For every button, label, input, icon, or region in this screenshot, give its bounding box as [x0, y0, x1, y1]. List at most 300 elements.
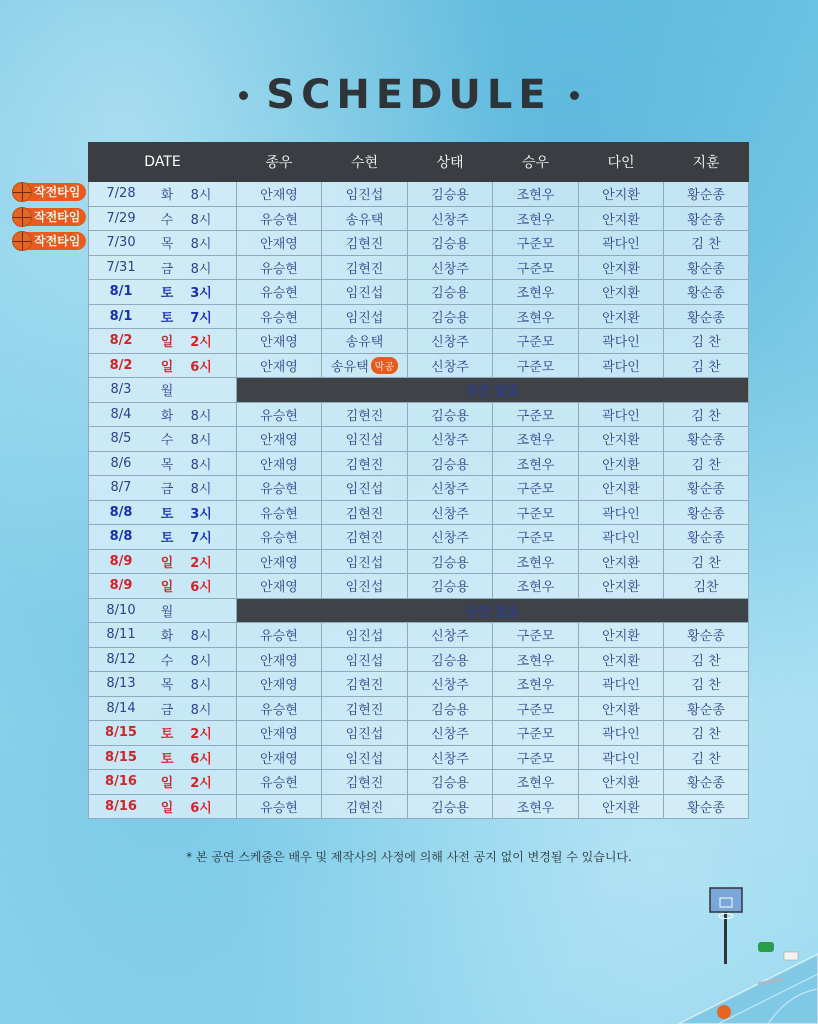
date-text: 8/5 — [110, 431, 132, 447]
cast-name: 안재영 — [260, 580, 298, 596]
date-cell — [89, 672, 237, 697]
cast-name: 신창주 — [431, 678, 469, 694]
cast-cell-seungwoo — [493, 672, 579, 697]
cast-cell-jihoon — [664, 231, 749, 256]
cast-cell-dain — [579, 182, 664, 207]
day-text: 일 — [160, 335, 174, 351]
cast-cell-sangtae — [408, 770, 493, 795]
cast-name: 유승현 — [260, 310, 298, 326]
date-cell — [89, 623, 237, 648]
tactic-time-badge — [12, 231, 86, 251]
time-text: 6시 — [190, 800, 212, 816]
cast-cell-jihoon — [664, 402, 749, 427]
schedule-row — [89, 304, 749, 329]
cast-cell-dain — [579, 255, 664, 280]
schedule-row — [89, 476, 749, 501]
cast-name: 유승현 — [260, 482, 298, 498]
cast-name: 신창주 — [431, 751, 469, 767]
cast-cell-suhyun — [322, 304, 408, 329]
cast-cell-suhyun — [322, 770, 408, 795]
no-show-cell: 공연 없음 — [237, 598, 749, 623]
cast-name: 김 찬 — [691, 727, 721, 743]
cast-cell-jihoon — [664, 427, 749, 452]
cast-name: 구준모 — [516, 531, 555, 547]
cast-cell-dain — [579, 549, 664, 574]
cast-cell-jihoon — [664, 525, 749, 550]
cast-cell-suhyun — [322, 402, 408, 427]
cast-cell-dain — [579, 329, 664, 354]
cast-name: 유승현 — [260, 286, 298, 302]
cast-name: 안재영 — [260, 751, 298, 767]
table-header-row — [89, 143, 749, 182]
cast-cell-dain — [579, 672, 664, 697]
cast-cell-dain — [579, 206, 664, 231]
date-cell — [89, 280, 237, 305]
schedule-row — [89, 451, 749, 476]
cast-cell-sangtae — [408, 696, 493, 721]
date-text: 8/8 — [109, 529, 133, 545]
schedule-body — [89, 182, 749, 819]
time-text: 8시 — [190, 237, 212, 253]
cast-name: 안재영 — [260, 359, 298, 375]
cast-name: 조현우 — [516, 555, 555, 571]
date-text: 7/31 — [106, 259, 136, 275]
cast-cell-jongwoo — [237, 353, 322, 378]
cast-cell-seungwoo — [493, 280, 579, 305]
cast-cell-seungwoo — [493, 329, 579, 354]
cast-name: 김승용 — [431, 776, 469, 792]
basketball-icon — [12, 231, 32, 251]
cast-name: 임진섭 — [345, 433, 384, 449]
cast-cell-suhyun — [322, 255, 408, 280]
cast-name: 김현진 — [345, 237, 384, 253]
cast-cell-seungwoo — [493, 182, 579, 207]
cast-name: 안지환 — [602, 702, 640, 718]
date-cell — [89, 525, 237, 550]
schedule-row — [89, 206, 749, 231]
cast-name: 조현우 — [516, 188, 555, 204]
header-sangtae: 상태 — [408, 143, 493, 182]
cast-cell-sangtae — [408, 402, 493, 427]
date-cell — [89, 255, 237, 280]
cast-cell-suhyun — [322, 329, 408, 354]
cast-cell-dain — [579, 623, 664, 648]
cast-cell-jihoon — [664, 647, 749, 672]
cast-name: 황순종 — [687, 776, 725, 792]
cast-cell-sangtae — [408, 500, 493, 525]
cast-name: 김현진 — [345, 506, 384, 522]
cast-cell-suhyun — [322, 231, 408, 256]
cast-cell-jihoon — [664, 304, 749, 329]
date-text: 8/11 — [106, 627, 136, 643]
cast-cell-sangtae — [408, 525, 493, 550]
cast-name: 김 찬 — [691, 359, 721, 375]
day-text: 토 — [160, 531, 174, 547]
date-cell — [89, 304, 237, 329]
tactic-time-label: 작전타임 — [24, 208, 86, 226]
cast-name: 안재영 — [260, 188, 298, 204]
cast-name: 조현우 — [516, 800, 555, 816]
cast-cell-seungwoo — [493, 574, 579, 599]
cast-cell-jongwoo — [237, 427, 322, 452]
schedule-row — [89, 182, 749, 207]
cast-cell-suhyun — [322, 794, 408, 819]
day-text: 월 — [160, 604, 174, 620]
schedule-row — [89, 402, 749, 427]
cast-cell-jihoon — [664, 745, 749, 770]
day-text: 목 — [160, 457, 174, 473]
cast-cell-jihoon — [664, 672, 749, 697]
date-text: 8/14 — [106, 700, 136, 716]
cast-cell-sangtae — [408, 745, 493, 770]
title-dot-right — [570, 91, 579, 100]
cast-cell-jongwoo — [237, 255, 322, 280]
time-text: 8시 — [190, 408, 212, 424]
cast-cell-sangtae — [408, 304, 493, 329]
cast-cell-jihoon — [664, 770, 749, 795]
cast-name: 안지환 — [602, 433, 640, 449]
cast-cell-seungwoo — [493, 427, 579, 452]
cast-cell-jongwoo — [237, 280, 322, 305]
cast-name: 김승용 — [431, 408, 469, 424]
header-jihoon: 지훈 — [664, 143, 749, 182]
cast-name: 안지환 — [602, 286, 640, 302]
cast-name: 유승현 — [260, 261, 298, 277]
schedule-row-no-show — [89, 598, 749, 623]
cast-cell-sangtae — [408, 623, 493, 648]
cast-name: 유승현 — [260, 629, 298, 645]
day-text: 목 — [160, 237, 174, 253]
cast-cell-suhyun — [322, 427, 408, 452]
date-text: 8/4 — [110, 406, 132, 422]
cast-cell-jongwoo — [237, 745, 322, 770]
cast-cell-jongwoo — [237, 770, 322, 795]
day-text: 수 — [160, 653, 174, 669]
cast-cell-jongwoo — [237, 500, 322, 525]
time-text: 3시 — [190, 506, 212, 522]
basketball-icon — [12, 182, 32, 202]
cast-name: 안재영 — [260, 555, 298, 571]
cast-cell-suhyun — [322, 672, 408, 697]
cast-name: 김승용 — [431, 237, 469, 253]
date-text: 8/9 — [109, 553, 133, 569]
cast-cell-dain — [579, 476, 664, 501]
date-text: 8/2 — [109, 333, 133, 349]
cast-cell-seungwoo — [493, 500, 579, 525]
cast-cell-suhyun — [322, 696, 408, 721]
date-text: 8/1 — [109, 308, 133, 324]
cast-cell-sangtae — [408, 476, 493, 501]
cast-cell-suhyun — [322, 525, 408, 550]
cast-name: 구준모 — [516, 702, 555, 718]
day-text: 목 — [160, 678, 174, 694]
date-cell — [89, 745, 237, 770]
cast-cell-jongwoo — [237, 647, 322, 672]
cast-name: 곽다인 — [602, 678, 640, 694]
cast-name: 신창주 — [431, 727, 469, 743]
cast-cell-dain — [579, 353, 664, 378]
cast-name: 신창주 — [431, 335, 469, 351]
cast-name: 조현우 — [516, 653, 555, 669]
date-text: 8/2 — [109, 357, 133, 373]
cast-cell-jongwoo — [237, 402, 322, 427]
cast-name: 안재영 — [260, 678, 298, 694]
cast-name: 김현진 — [345, 531, 384, 547]
cast-cell-seungwoo — [493, 696, 579, 721]
cast-cell-suhyun — [322, 206, 408, 231]
cast-name: 황순종 — [687, 261, 725, 277]
cast-cell-dain — [579, 525, 664, 550]
cast-name: 신창주 — [431, 261, 469, 277]
cast-name: 구준모 — [516, 629, 555, 645]
cast-name: 구준모 — [516, 751, 555, 767]
cast-cell-seungwoo — [493, 770, 579, 795]
cast-cell-suhyun — [322, 623, 408, 648]
cast-name: 김승용 — [431, 188, 469, 204]
cast-cell-jongwoo — [237, 329, 322, 354]
cast-name: 황순종 — [687, 212, 725, 228]
schedule-row — [89, 329, 749, 354]
day-text: 화 — [160, 188, 174, 204]
date-cell — [89, 353, 237, 378]
schedule-row — [89, 231, 749, 256]
cast-name: 신창주 — [431, 482, 469, 498]
cast-name: 김 찬 — [691, 335, 721, 351]
cast-cell-dain — [579, 647, 664, 672]
cast-cell-sangtae — [408, 206, 493, 231]
cast-cell-jongwoo — [237, 304, 322, 329]
basketball-icon — [12, 207, 32, 227]
cast-cell-suhyun — [322, 280, 408, 305]
cast-cell-jongwoo — [237, 721, 322, 746]
cast-cell-suhyun — [322, 500, 408, 525]
cast-name: 구준모 — [516, 261, 555, 277]
cast-name: 김현진 — [345, 776, 384, 792]
cast-cell-jongwoo — [237, 623, 322, 648]
tactic-time-badge — [12, 182, 86, 202]
cast-name: 안재영 — [260, 653, 298, 669]
time-text: 7시 — [190, 531, 212, 547]
cast-name: 안지환 — [602, 580, 640, 596]
date-text: 8/15 — [105, 749, 137, 765]
cast-name: 조현우 — [516, 457, 555, 473]
time-text: 2시 — [190, 727, 212, 743]
cast-cell-jihoon — [664, 353, 749, 378]
schedule-row — [89, 696, 749, 721]
cast-name: 조현우 — [516, 286, 555, 302]
day-text: 수 — [160, 433, 174, 449]
cast-cell-seungwoo — [493, 304, 579, 329]
cast-name: 김현진 — [345, 457, 384, 473]
cast-cell-jihoon — [664, 696, 749, 721]
date-text: 7/30 — [106, 235, 136, 251]
schedule-row — [89, 280, 749, 305]
cast-name: 유승현 — [260, 776, 298, 792]
cast-name: 조현우 — [516, 580, 555, 596]
cast-cell-dain — [579, 770, 664, 795]
schedule-row — [89, 500, 749, 525]
header-seungwoo: 승우 — [493, 143, 579, 182]
time-text: 8시 — [190, 678, 212, 694]
cast-name: 안지환 — [602, 212, 640, 228]
cast-name: 유승현 — [260, 212, 298, 228]
cast-name: 안재영 — [260, 727, 298, 743]
time-text: 7시 — [190, 310, 212, 326]
schedule-row — [89, 525, 749, 550]
cast-cell-sangtae — [408, 549, 493, 574]
cast-cell-dain — [579, 280, 664, 305]
time-text: 8시 — [190, 629, 212, 645]
cast-cell-jongwoo — [237, 525, 322, 550]
cast-name: 송유택 — [345, 335, 384, 351]
time-text: 8시 — [190, 188, 212, 204]
cast-name: 안재영 — [260, 335, 298, 351]
cast-cell-dain — [579, 402, 664, 427]
cast-name: 구준모 — [516, 359, 555, 375]
date-text: 8/10 — [106, 602, 136, 618]
day-text: 금 — [160, 261, 174, 277]
cast-name: 송유택 — [345, 212, 384, 228]
cast-cell-sangtae — [408, 329, 493, 354]
cast-name: 안지환 — [602, 629, 640, 645]
cast-cell-seungwoo — [493, 647, 579, 672]
schedule-row-no-show — [89, 378, 749, 403]
date-cell — [89, 182, 237, 207]
header-dain: 다인 — [579, 143, 664, 182]
header-jongwoo: 종우 — [237, 143, 322, 182]
date-cell — [89, 794, 237, 819]
cast-cell-jihoon — [664, 574, 749, 599]
cast-cell-seungwoo — [493, 745, 579, 770]
cast-cell-sangtae — [408, 280, 493, 305]
date-cell — [89, 451, 237, 476]
cast-name: 곽다인 — [602, 506, 640, 522]
cast-name: 유승현 — [260, 702, 298, 718]
cast-name: 안지환 — [602, 188, 640, 204]
cast-cell-jihoon — [664, 476, 749, 501]
cast-name: 유승현 — [260, 800, 298, 816]
cast-cell-suhyun — [322, 451, 408, 476]
cast-cell-sangtae — [408, 182, 493, 207]
cast-cell-jihoon — [664, 280, 749, 305]
cast-cell-seungwoo — [493, 402, 579, 427]
date-text: 7/28 — [106, 186, 136, 202]
cast-name: 구준모 — [516, 408, 555, 424]
cast-name: 황순종 — [687, 310, 725, 326]
date-cell — [89, 647, 237, 672]
day-text: 일 — [160, 580, 174, 596]
cast-cell-jongwoo — [237, 549, 322, 574]
cast-cell-jihoon — [664, 206, 749, 231]
cast-name: 안지환 — [602, 653, 640, 669]
cast-cell-sangtae — [408, 231, 493, 256]
cast-name: 안지환 — [602, 776, 640, 792]
cast-cell-jihoon — [664, 549, 749, 574]
date-text: 7/29 — [106, 210, 136, 226]
day-text: 일 — [160, 359, 174, 375]
day-text: 월 — [160, 384, 174, 400]
date-cell — [89, 206, 237, 231]
cast-name: 김승용 — [431, 702, 469, 718]
cast-name: 김승용 — [431, 310, 469, 326]
time-text: 8시 — [190, 482, 212, 498]
cast-name: 곽다인 — [602, 531, 640, 547]
tactic-time-label: 작전타임 — [24, 232, 86, 250]
tactic-time-label: 작전타임 — [24, 183, 86, 201]
header-suhyun: 수현 — [322, 143, 408, 182]
cast-cell-seungwoo — [493, 353, 579, 378]
cast-name: 김 찬 — [691, 457, 721, 473]
cast-name: 임진섭 — [345, 751, 384, 767]
cast-name: 김승용 — [431, 653, 469, 669]
day-text: 금 — [160, 702, 174, 718]
time-text: 2시 — [190, 776, 212, 792]
cast-name: 신창주 — [431, 531, 469, 547]
cast-name: 임진섭 — [345, 580, 384, 596]
cast-cell-suhyun — [322, 721, 408, 746]
date-text: 8/13 — [106, 676, 136, 692]
cast-name: 신창주 — [431, 506, 469, 522]
cast-cell-seungwoo — [493, 721, 579, 746]
time-text: 2시 — [190, 555, 212, 571]
cast-name: 조현우 — [516, 310, 555, 326]
day-text: 화 — [160, 629, 174, 645]
cast-cell-sangtae — [408, 721, 493, 746]
cast-cell-suhyun — [322, 182, 408, 207]
cast-name: 조현우 — [516, 678, 555, 694]
schedule-row — [89, 745, 749, 770]
cast-name: 김승용 — [431, 555, 469, 571]
title-dot-left — [239, 91, 248, 100]
date-cell — [89, 402, 237, 427]
cast-cell-jongwoo — [237, 794, 322, 819]
basketball-court-illustration — [658, 884, 818, 1024]
cast-cell-jihoon — [664, 182, 749, 207]
cast-name: 조현우 — [516, 433, 555, 449]
footnote: * 본 공연 스케줄은 배우 및 제작사의 사정에 의해 사전 공지 없이 변경될 수 있습니다. — [186, 850, 632, 864]
cast-cell-jongwoo — [237, 231, 322, 256]
cast-name: 곽다인 — [602, 359, 640, 375]
schedule-row — [89, 427, 749, 452]
cast-cell-sangtae — [408, 451, 493, 476]
date-cell — [89, 329, 237, 354]
date-cell — [89, 378, 237, 403]
day-text: 일 — [160, 800, 174, 816]
cast-name: 안지환 — [602, 310, 640, 326]
day-text: 토 — [160, 727, 174, 743]
cast-cell-seungwoo — [493, 476, 579, 501]
cast-cell-sangtae — [408, 255, 493, 280]
cast-name: 유승현 — [260, 408, 298, 424]
header-date: DATE — [89, 143, 237, 182]
cast-cell-jongwoo — [237, 451, 322, 476]
day-text: 토 — [160, 751, 174, 767]
cast-cell-dain — [579, 696, 664, 721]
date-text: 8/12 — [106, 651, 136, 667]
cast-name: 황순종 — [687, 433, 725, 449]
cast-cell-sangtae — [408, 794, 493, 819]
no-show-cell: 공연 없음 — [237, 378, 749, 403]
cast-cell-sangtae — [408, 647, 493, 672]
cast-cell-jihoon — [664, 623, 749, 648]
cast-name: 신창주 — [431, 433, 469, 449]
cast-name: 임진섭 — [345, 629, 384, 645]
day-text: 일 — [160, 776, 174, 792]
cast-cell-suhyun — [322, 476, 408, 501]
cast-name: 김현진 — [345, 408, 384, 424]
schedule-row — [89, 770, 749, 795]
cast-cell-seungwoo — [493, 549, 579, 574]
